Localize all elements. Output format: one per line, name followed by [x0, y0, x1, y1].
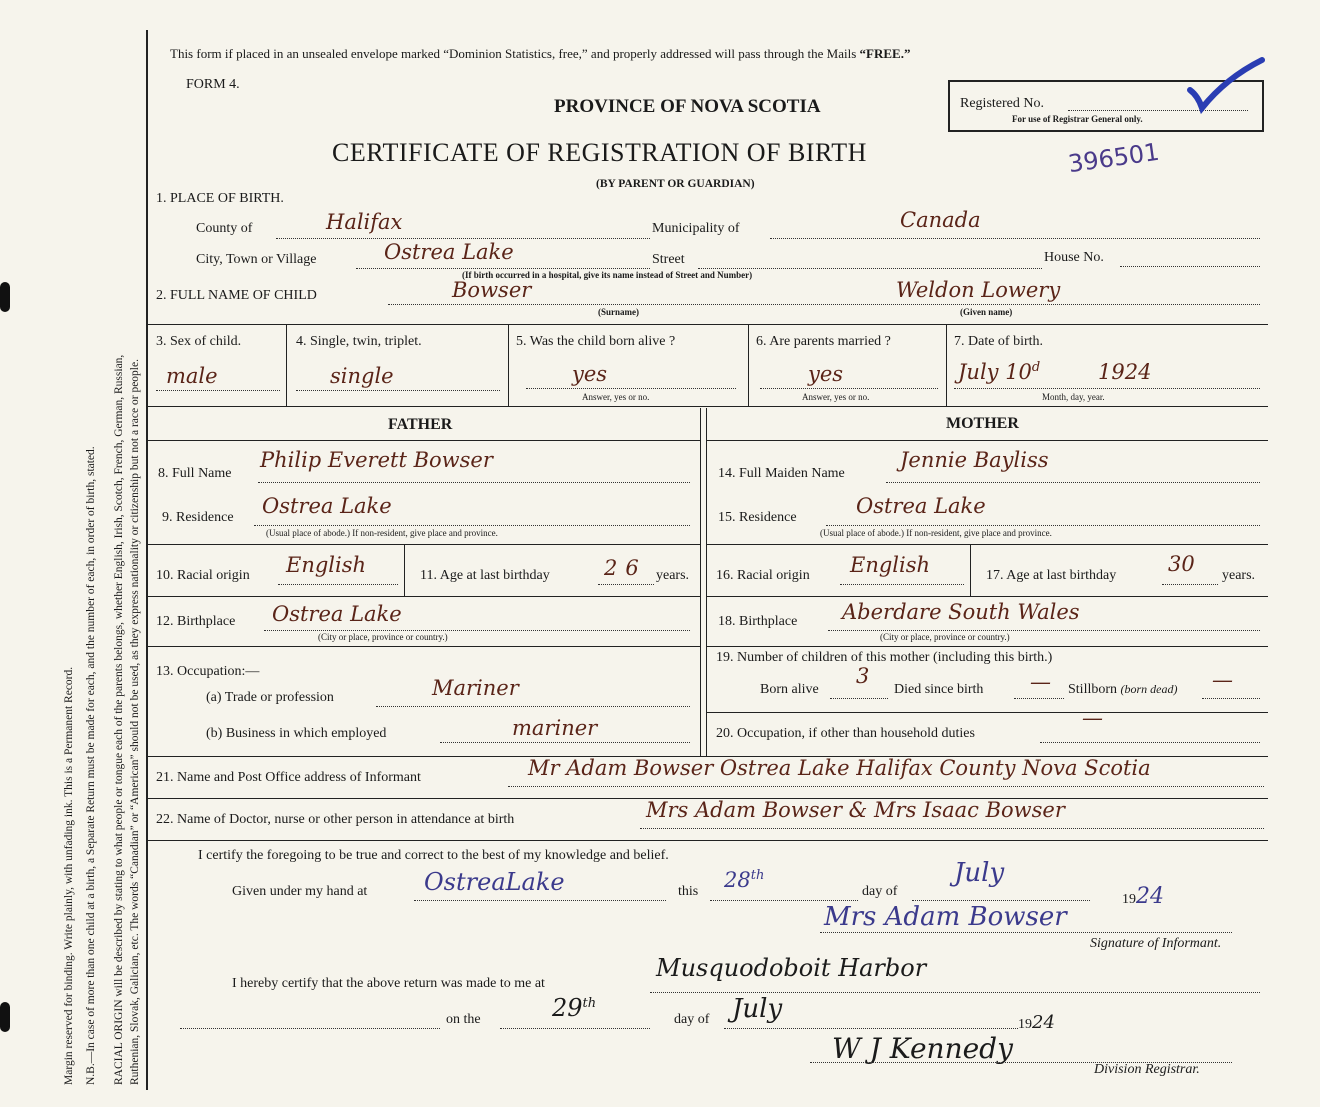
registered-note: For use of Registrar General only.: [1012, 114, 1143, 124]
mother-occupation-label: 20. Occupation, if other than household duties: [716, 726, 975, 741]
day-of-label: day of: [862, 884, 898, 899]
street-label: Street: [652, 252, 685, 267]
check-mark-icon: [1186, 56, 1266, 116]
dob-year: 1924: [1098, 360, 1152, 384]
registrar-month: July: [732, 994, 783, 1024]
margin-note-3: RACIAL ORIGIN will be described by stating to what people or tongue each of the parents belongs, whether English, Irish, Scotch, French, German, Russian,: [113, 354, 125, 1085]
registrar-day: 29th: [552, 994, 597, 1022]
died-label: Died since birth: [894, 682, 984, 697]
child-given-name: Weldon Lowery: [896, 278, 1061, 302]
municipality-value: Canada: [900, 208, 981, 232]
attendant-value: Mrs Adam Bowser & Mrs Isaac Bowser: [646, 798, 1065, 822]
born-alive-value: 3: [856, 664, 870, 688]
mother-racial-label: 16. Racial origin: [716, 568, 810, 583]
informant-value: Mr Adam Bowser Ostrea Lake Halifax County Nova Scotia: [528, 756, 1151, 780]
mail-notice: This form if placed in an unsealed envelope marked “Dominion Statistics, free,” and properly addressed will pass through the Mails “FREE.”: [170, 46, 911, 61]
father-residence-note: (Usual place of abode.) If non-resident, give place and province.: [266, 528, 498, 538]
sex-value: male: [166, 364, 218, 388]
father-age: 26: [604, 556, 647, 580]
mother-residence-label: 15. Residence: [718, 510, 797, 525]
born-alive-label: Born alive: [760, 682, 819, 697]
father-birthplace-label: 12. Birthplace: [156, 614, 236, 629]
plurality-label: 4. Single, twin, triplet.: [296, 334, 422, 349]
father-name-label: 8. Full Name: [158, 466, 232, 481]
father-racial: English: [286, 553, 367, 577]
died-value: —: [1030, 670, 1051, 694]
sex-label: 3. Sex of child.: [156, 334, 242, 349]
father-birthplace-note: (City or place, province or country.): [318, 632, 448, 642]
mother-residence-note: (Usual place of abode.) If non-resident, give place and province.: [820, 528, 1052, 538]
mother-birthplace-note: (City or place, province or country.): [880, 632, 1010, 642]
stillborn-value: —: [1212, 668, 1233, 692]
father-years-label: years.: [656, 568, 690, 583]
given-year: 1924: [1122, 884, 1164, 909]
mother-age: 30: [1168, 552, 1195, 576]
mother-birthplace: Aberdare South Wales: [842, 600, 1080, 624]
mother-occupation-value: —: [1082, 706, 1103, 730]
father-heading: FATHER: [388, 416, 453, 433]
this-label: this: [678, 884, 699, 899]
dob-note: Month, day, year.: [1042, 392, 1105, 402]
father-age-label: 11. Age at last birthday: [420, 568, 550, 583]
given-name-note: (Given name): [960, 307, 1013, 317]
left-border: [146, 30, 148, 1090]
mother-heading: MOTHER: [946, 415, 1019, 432]
children-label: 19. Number of children of this mother (including this birth.): [716, 650, 1053, 665]
on-the-label: on the: [446, 1012, 481, 1027]
trade-label: (a) Trade or profession: [206, 690, 334, 705]
registrar-signature: W J Kennedy: [832, 1032, 1013, 1065]
signature-informant-label: Signature of Informant.: [1090, 936, 1222, 951]
certify-statement: I certify the foregoing to be true and correct to the best of my knowledge and belief.: [198, 848, 669, 863]
given-place: OstreaLake: [424, 868, 565, 896]
business-value: mariner: [512, 716, 598, 740]
given-day: 28th: [724, 868, 765, 892]
binding-hole: [0, 1002, 10, 1032]
mother-years-label: years.: [1222, 568, 1256, 583]
place-of-birth-label: 1. PLACE OF BIRTH.: [156, 191, 284, 206]
father-racial-label: 10. Racial origin: [156, 568, 250, 583]
registered-number: 396501: [1066, 137, 1162, 179]
married-note: Answer, yes or no.: [802, 392, 870, 402]
registrar-statement: I hereby certify that the above return was made to me at: [232, 976, 545, 991]
father-residence-label: 9. Residence: [162, 510, 234, 525]
margin-note-2: N.B.—In case of more than one child at a birth, a Separate Return must be made for each, and the number of each, in order of birth, stated.: [85, 446, 97, 1085]
business-label: (b) Business in which employed: [206, 726, 387, 741]
married-value: yes: [808, 362, 844, 386]
trade-value: Mariner: [432, 676, 519, 700]
page-title: CERTIFICATE OF REGISTRATION OF BIRTH: [332, 138, 867, 167]
dob-label: 7. Date of birth.: [954, 334, 1044, 349]
father-birthplace: Ostrea Lake: [272, 602, 402, 626]
mother-racial: English: [850, 553, 931, 577]
father-residence: Ostrea Lake: [262, 494, 392, 518]
informant-label: 21. Name and Post Office address of Informant: [156, 770, 421, 785]
margin-note-1: Margin reserved for binding. Write plainly, with unfading ink. This is a Permanent Record.: [63, 666, 75, 1085]
mother-name: Jennie Bayliss: [900, 448, 1049, 472]
hospital-note: (If birth occurred in a hospital, give its name instead of Street and Number): [462, 270, 753, 280]
child-surname: Bowser: [452, 278, 532, 302]
city-label: City, Town or Village: [196, 252, 317, 267]
municipality-label: Municipality of: [652, 221, 740, 236]
stillborn-label: Stillborn (born dead): [1068, 682, 1178, 697]
mother-age-label: 17. Age at last birthday: [986, 568, 1117, 583]
dob-day: July 10$^d$: [958, 360, 1041, 384]
binding-hole: [0, 282, 10, 312]
county-value: Halifax: [326, 210, 403, 234]
child-name-label: 2. FULL NAME OF CHILD: [156, 288, 317, 303]
page-subtitle: (BY PARENT OR GUARDIAN): [596, 178, 755, 190]
registrar-day-of: day of: [674, 1012, 710, 1027]
mother-birthplace-label: 18. Birthplace: [718, 614, 798, 629]
registrar-place: Musquodoboit Harbor: [656, 954, 927, 982]
house-label: House No.: [1044, 250, 1104, 265]
informant-signature: Mrs Adam Bowser: [824, 902, 1067, 932]
county-label: County of: [196, 221, 253, 236]
margin-note-4: Ruthenian, Slovak, Galician, etc. The words “Canadian” or “American” should not be used, as they express nationality or citizenship but not a race or people.: [129, 359, 141, 1085]
married-label: 6. Are parents married ?: [756, 334, 891, 349]
alive-note: Answer, yes or no.: [582, 392, 650, 402]
city-value: Ostrea Lake: [384, 240, 514, 264]
given-month: July: [954, 858, 1005, 888]
registered-label: Registered No.: [960, 96, 1044, 111]
given-under-label: Given under my hand at: [232, 884, 368, 899]
mother-residence: Ostrea Lake: [856, 494, 986, 518]
alive-label: 5. Was the child born alive ?: [516, 334, 676, 349]
form-number: FORM 4.: [186, 77, 240, 92]
alive-value: yes: [572, 362, 608, 386]
division-registrar-label: Division Registrar.: [1094, 1062, 1200, 1077]
mother-name-label: 14. Full Maiden Name: [718, 466, 845, 481]
attendant-label: 22. Name of Doctor, nurse or other person in attendance at birth: [156, 812, 515, 827]
occupation-label: 13. Occupation:—: [156, 664, 260, 679]
registrar-year: 1924: [1018, 1012, 1055, 1033]
province-heading: PROVINCE OF NOVA SCOTIA: [554, 96, 821, 117]
father-name: Philip Everett Bowser: [260, 448, 493, 472]
plurality-value: single: [330, 364, 394, 388]
surname-note: (Surname): [598, 307, 639, 317]
